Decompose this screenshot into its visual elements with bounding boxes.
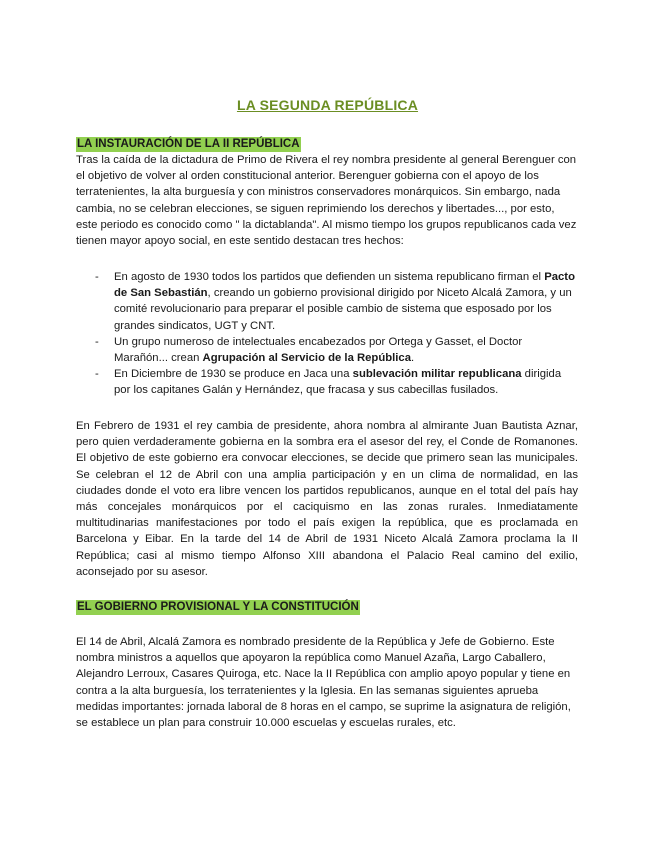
proclamation-paragraph: En Febrero de 1931 el rey cambia de presidente, ahora nombra al almirante Juan Bautista Aznar, pero quien verdaderamente gobierna en la sombra era el asesor del rey, el Conde de Romanones. El objetivo de este gobierno era convocar elecciones, se decide que primero sean las municipales. Se celebran el 12 de Abril con una amplia participación y en un clima de normalidad, en las ciudades donde el voto era libre vencen los partidos republicanos, aunque en el total del país hay más concejales monárquicos por el caciquismo en las zonas rurales. Inmediatamente multitudinarias manifestaciones por todo el país exigen la república, que es proclamada en Barcelona y Eibar. En la tarde del 14 de Abril de 1931 Niceto Alcalá Zamora proclama la II República; casi al mismo tiempo Alfonso XIII abandona el Palacio Real camino del exilio, aconsejado por su asesor. — [76, 420, 578, 578]
bullet-bold-text: sublevación militar republicana — [352, 368, 522, 381]
section-heading-instauracion: LA INSTAURACIÓN DE LA II REPÚBLICA — [77, 138, 300, 150]
bullet-text: Un grupo numeroso de intelectuales encabezados por Ortega y Gasset, el Doctor Marañón... crean — [114, 335, 523, 365]
section-heading-gobierno-provisional: EL GOBIERNO PROVISIONAL Y LA CONSTITUCIÓN — [77, 601, 359, 613]
bullet-text: . — [410, 352, 415, 365]
bullet-text: dirigida por los capitanes Galán y Hernández, que fracasa y sus cabecillas fusilados. — [114, 368, 562, 397]
bullet-dash: - — [95, 271, 99, 283]
list-item — [76, 269, 578, 334]
list-item — [76, 366, 578, 398]
bullet-dash: - — [95, 368, 99, 381]
intro-paragraph: Tras la caída de la dictadura de Primo de Rivera el rey nombra presidente al general Berenguer con el objetivo de volver al orden constitucional anterior. Berenguer gobierna con el apoyo de los terratenientes, la alta burguesía y con ministros conservadores monárquicos. Sin embargo, nada cambia, no se celebran elecciones, se siguen reprimiendo los derechos y libertades..., por esto, este periodo es conocido como " la dictablanda". Al mismo tiempo los grupos republicanos cada vez tienen mayor apoyo social, en este sentido destacan tres hechos: — [76, 154, 577, 248]
bullet-text: En agosto de 1930 todos los partidos que defienden un sistema republicano firman el — [114, 271, 545, 283]
bullet-bold-text: Agrupación al Servicio de la República — [202, 352, 411, 365]
government-paragraph: El 14 de Abril, Alcalá Zamora es nombrado presidente de la República y Jefe de Gobierno. Este nombra ministros a aquellos que apoyaron la república como Manuel Azaña, Largo Caballero, Alejandro Lerroux, Casares Quiroga, etc. Nace la II República con amplio apoyo popular y tiene en contra a la alta burguesía, los terratenientes y la Iglesia. En las semanas siguientes aprueba medidas importantes: jornada laboral de 8 horas en el campo, se suprime la asignatura de religión, se establece un plan para construir 10.000 escuelas y escuelas rurales, etc. — [76, 636, 571, 730]
list-item — [76, 334, 578, 366]
bullet-bold-text: Pacto de San Sebastián — [114, 271, 575, 300]
bullet-dash: - — [95, 335, 99, 348]
events-list — [76, 269, 578, 399]
bullet-text: , creando un gobierno provisional dirigido por Niceto Alcalá Zamora, y un comité revolucionario para preparar el posible cambio de sistema que esposado por los grandes sindicatos, UGT y CNT. — [114, 287, 572, 332]
page-title: LA SEGUNDA REPÚBLICA — [236, 97, 419, 113]
bullet-text: En Diciembre de 1930 se produce en Jaca una — [114, 368, 353, 381]
